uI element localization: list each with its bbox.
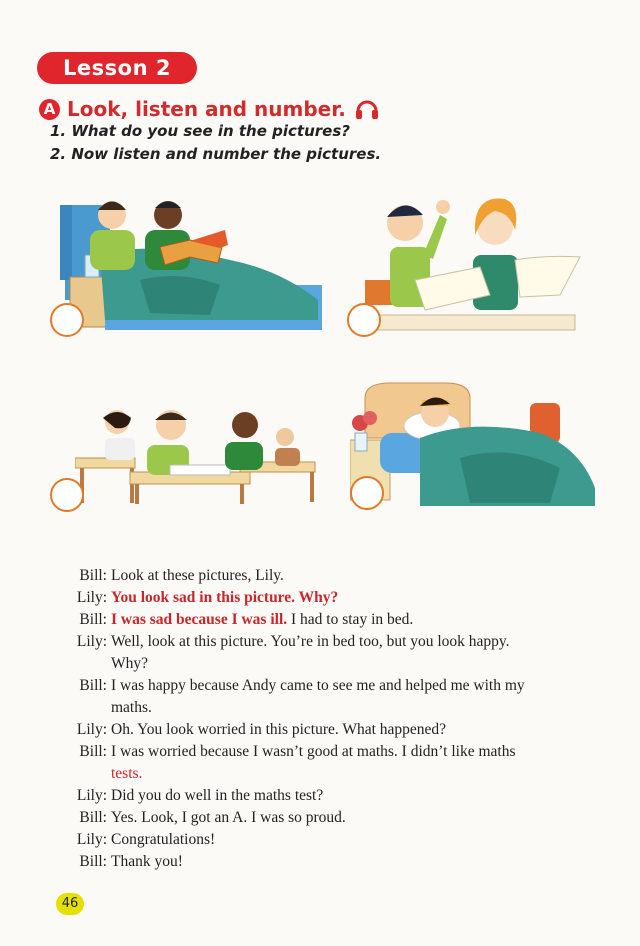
dialogue-text xyxy=(111,609,413,631)
speaker-label: Bill: xyxy=(79,677,107,694)
dialogue-line xyxy=(60,675,605,697)
dialogue-text-part: Look at these pictures, Lily. xyxy=(111,567,284,584)
speaker-label: Lily: xyxy=(76,721,107,738)
dialogue-text-part: maths. xyxy=(111,699,152,716)
dialogue-line xyxy=(60,785,605,807)
speaker-label: Bill: xyxy=(79,853,107,870)
dialogue-text-part: Congratulations! xyxy=(111,831,216,848)
dialogue-text xyxy=(111,697,152,719)
speaker-label xyxy=(60,653,107,675)
number-circle-3[interactable] xyxy=(50,478,84,512)
speaker-label: Bill: xyxy=(79,809,107,826)
page-number: 46 xyxy=(56,893,84,915)
picture-sick-boy-in-bed xyxy=(350,378,598,508)
dialogue-text-part: I was happy because Andy came to see me and helped me with my xyxy=(111,677,525,694)
picture-classroom-test xyxy=(75,400,320,505)
dialogue-text-part: I was sad because I was ill. xyxy=(111,611,288,628)
speaker-label: Lily: xyxy=(76,589,107,606)
speaker-label: Lily: xyxy=(76,633,107,650)
dialogue-text-part: Why? xyxy=(111,655,149,672)
dialogue-line xyxy=(60,631,605,653)
dialogue-text xyxy=(111,675,525,697)
dialogue-line xyxy=(60,697,605,719)
speaker-label: Bill: xyxy=(79,567,107,584)
section-title: Look, listen and number. xyxy=(67,97,346,121)
dialogue-line xyxy=(60,587,605,609)
dialogue-text-part: I was worried because I wasn’t good at maths. I didn’t like maths xyxy=(111,743,516,760)
speaker-label: Lily: xyxy=(76,831,107,848)
dialogue-line xyxy=(60,807,605,829)
dialogue-line xyxy=(60,719,605,741)
dialogue-text-part: tests. xyxy=(111,765,143,782)
dialogue-text xyxy=(111,565,284,587)
dialogue-line xyxy=(60,829,605,851)
section-header xyxy=(39,97,380,121)
speaker-label xyxy=(60,697,107,719)
picture-boys-reading-in-bed xyxy=(60,185,322,330)
picture-boy-cheering-with-test xyxy=(345,185,595,335)
speaker-label: Bill: xyxy=(79,611,107,628)
dialogue-text-part: Well, look at this picture. You’re in bed too, but you look happy. xyxy=(111,633,510,650)
headphones-icon[interactable] xyxy=(354,97,380,121)
dialogue-text-part: Yes. Look, I got an A. I was so proud. xyxy=(111,809,346,826)
dialogue-text xyxy=(111,653,148,675)
speaker-label xyxy=(60,763,107,785)
speaker-label: Lily: xyxy=(76,787,107,804)
dialogue-text xyxy=(111,631,510,653)
dialogue-text-part: You look sad in this picture. Why? xyxy=(111,589,339,606)
dialogue-text xyxy=(111,719,446,741)
dialogue-line xyxy=(60,741,605,763)
dialogue-text-part: I had to stay in bed. xyxy=(287,611,414,628)
dialogue-text xyxy=(111,741,515,763)
dialogue-text xyxy=(111,785,323,807)
dialogue-text xyxy=(111,851,183,873)
dialogue-line xyxy=(60,609,605,631)
dialogue-line xyxy=(60,653,605,675)
dialogue xyxy=(60,565,605,873)
dialogue-line xyxy=(60,851,605,873)
dialogue-line xyxy=(60,763,605,785)
dialogue-text xyxy=(111,763,142,785)
dialogue-text-part: Thank you! xyxy=(111,853,183,870)
dialogue-text xyxy=(111,587,338,609)
speaker-label: Bill: xyxy=(79,743,107,760)
dialogue-text-part: Oh. You look worried in this picture. What happened? xyxy=(111,721,447,738)
instruction-1: 1. What do you see in the pictures? xyxy=(50,122,350,140)
lesson-title: Lesson 2 xyxy=(37,52,197,84)
number-circle-4[interactable] xyxy=(350,476,384,510)
dialogue-text xyxy=(111,829,215,851)
section-badge: A xyxy=(39,99,60,120)
number-circle-1[interactable] xyxy=(50,303,84,337)
dialogue-text-part: Did you do well in the maths test? xyxy=(111,787,324,804)
instruction-2: 2. Now listen and number the pictures. xyxy=(50,145,382,163)
number-circle-2[interactable] xyxy=(347,303,381,337)
dialogue-line xyxy=(60,565,605,587)
dialogue-text xyxy=(111,807,346,829)
